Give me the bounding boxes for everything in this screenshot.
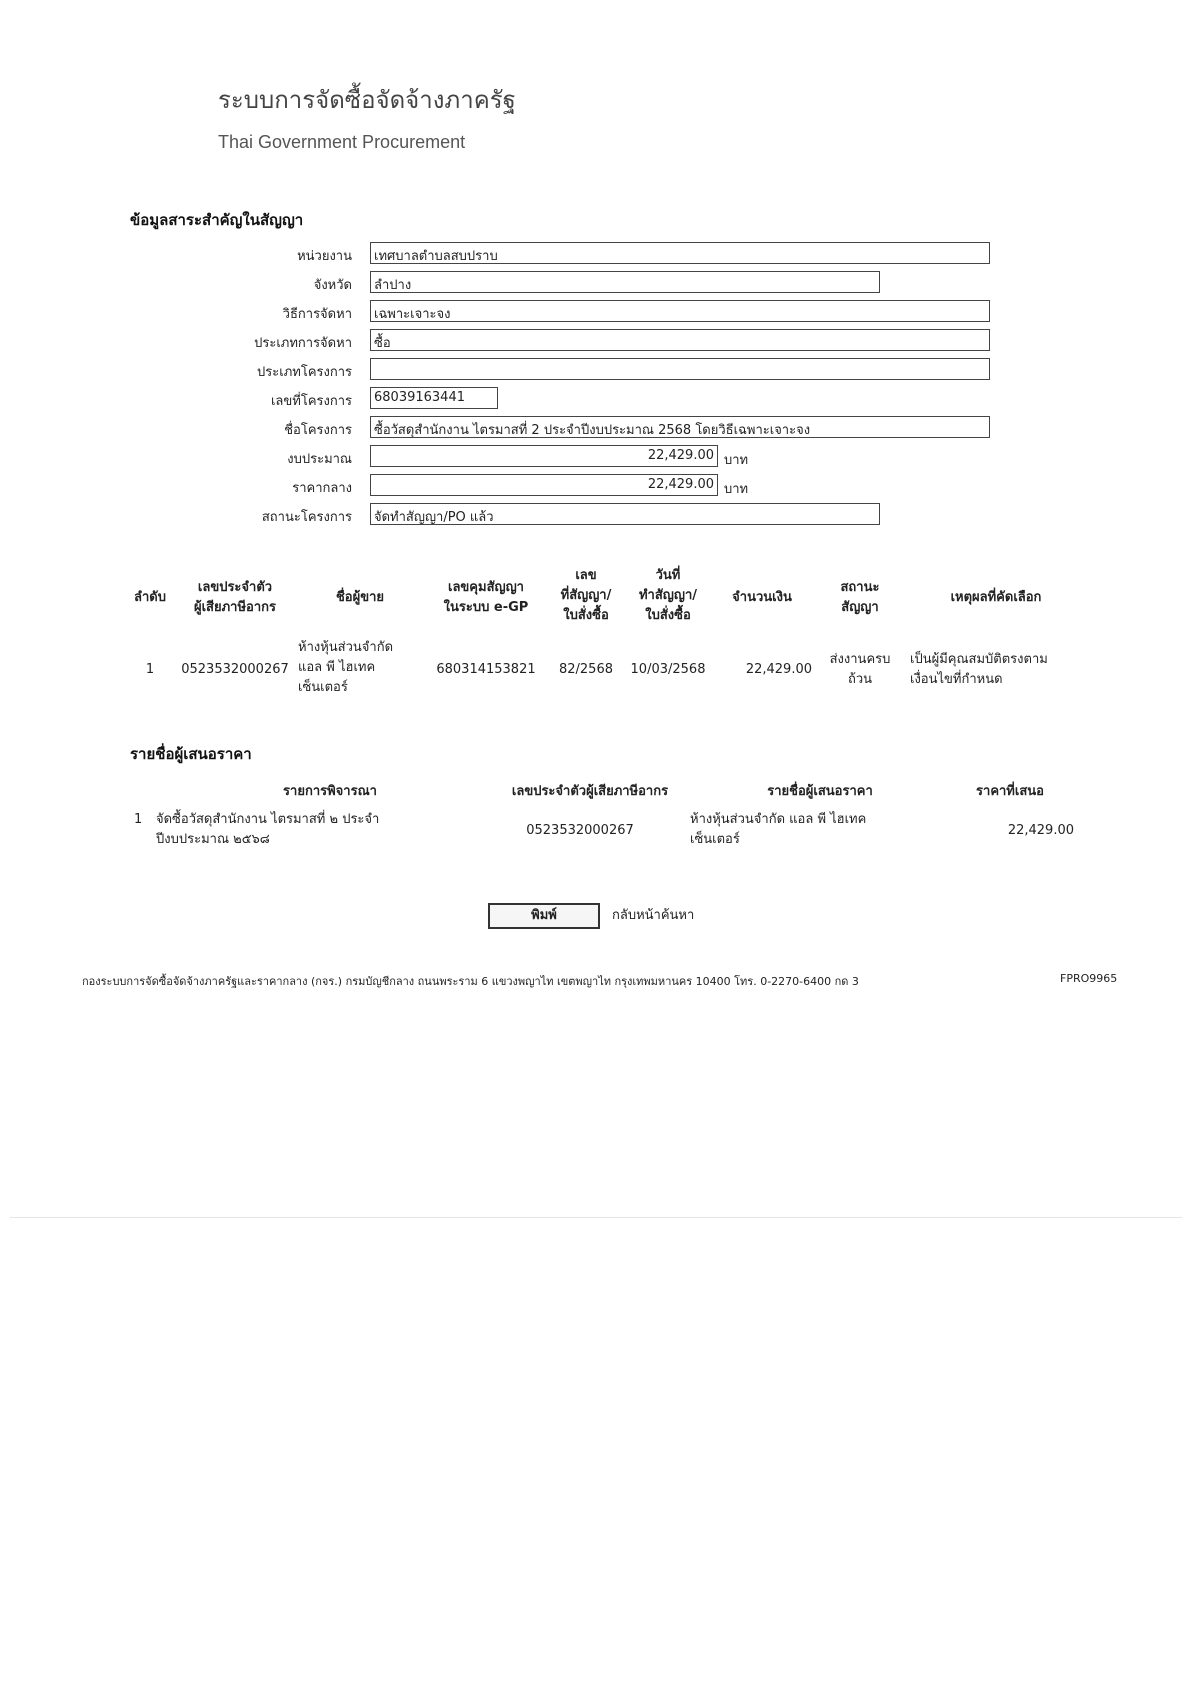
section-title-contract-info: ข้อมูลสาระสำคัญในสัญญา (130, 211, 304, 229)
col-header-egp: เลขคุมสัญญา ในระบบ e-GP (443, 580, 529, 615)
bidder-col-header-bidder: รายชื่อผู้เสนอราคา (767, 784, 873, 799)
median-price-field: 22,429.00 (370, 474, 718, 496)
project-type-field (370, 358, 990, 380)
procurement-type-field: ซื้อ (370, 329, 990, 351)
bidder-row-price: 22,429.00 (1007, 823, 1074, 838)
col-header-tax-id: เลขประจำตัว ผู้เสียภาษีอากร (193, 580, 276, 615)
province-field: ลำปาง (370, 271, 880, 293)
project-number-label: เลขที่โครงการ (270, 394, 352, 409)
row-no: 1 (145, 662, 155, 677)
col-header-no: ลำดับ (134, 590, 166, 605)
col-header-reason: เหตุผลที่คัดเลือก (950, 590, 1042, 605)
median-price-unit: บาท (724, 482, 749, 497)
bidder-row-tax-id: 0523532000267 (526, 823, 634, 838)
page-divider (10, 1217, 1182, 1218)
row-reason: เป็นผู้มีคุณสมบัติตรงตาม เงื่อนไขที่กำหนด (910, 652, 1048, 687)
print-button[interactable]: พิมพ์ (488, 903, 600, 929)
project-name-label: ชื่อโครงการ (284, 423, 352, 438)
row-amount: 22,429.00 (745, 662, 812, 677)
project-type-label: ประเภทโครงการ (257, 365, 352, 380)
back-to-search-link[interactable]: กลับหน้าค้นหา (612, 908, 695, 923)
procurement-type-label: ประเภทการจัดหา (254, 336, 352, 351)
col-header-amount: จำนวนเงิน (732, 590, 792, 605)
row-date: 10/03/2568 (630, 662, 706, 677)
bidder-row-item: จัดซื้อวัสดุสำนักงาน ไตรมาสที่ ๒ ประจำ ปีงบประมาณ ๒๕๖๘ (156, 812, 380, 847)
footer-address: กองระบบการจัดซื้อจัดจ้างภาครัฐและราคากลาง (กจร.) กรมบัญชีกลาง ถนนพระราม 6 แขวงพญาไท เขตพญาไท กรุงเทพมหานคร 10400 โทร. 0-2270-6400 กด 3 (82, 975, 859, 988)
median-price-label: ราคากลาง (292, 481, 352, 496)
bidder-row-name: ห้างหุ้นส่วนจำกัด แอล พี ไฮเทค เซ็นเตอร์ (690, 812, 867, 847)
agency-field: เทศบาลตำบลสบปราบ (370, 242, 990, 264)
row-seller: ห้างหุ้นส่วนจำกัด แอล พี ไฮเทค เซ็นเตอร์ (298, 640, 394, 695)
project-status-label: สถานะโครงการ (261, 510, 352, 525)
row-tax-id: 0523532000267 (181, 662, 289, 677)
method-label: วิธีการจัดหา (282, 307, 352, 322)
project-number-field: 68039163441 (370, 387, 498, 409)
row-contract-no: 82/2568 (558, 662, 613, 677)
col-header-status: สถานะ สัญญา (840, 580, 880, 615)
page-title-english: Thai Government Procurement (218, 132, 466, 152)
budget-label: งบประมาณ (287, 452, 352, 467)
agency-label: หน่วยงาน (297, 249, 352, 264)
row-status: ส่งงานครบ ถ้วน (829, 652, 891, 687)
bidder-col-header-tax-id: เลขประจำตัวผู้เสียภาษีอากร (511, 784, 669, 799)
col-header-contract-no: เลข ที่สัญญา/ ใบสั่งซื้อ (560, 568, 612, 623)
province-label: จังหวัด (313, 278, 352, 293)
budget-field: 22,429.00 (370, 445, 718, 467)
project-name-field: ซื้อวัสดุสำนักงาน ไตรมาสที่ 2 ประจำปีงบประมาณ 2568 โดยวิธีเฉพาะเจาะจง (370, 416, 990, 438)
col-header-seller: ชื่อผู้ขาย (335, 590, 385, 605)
section-title-bidders: รายชื่อผู้เสนอราคา (130, 745, 252, 763)
page-title-thai: ระบบการจัดซื้อจัดจ้างภาครัฐ (218, 86, 516, 114)
bidder-row-no: 1 (134, 812, 143, 827)
row-egp: 680314153821 (436, 662, 536, 677)
bidder-col-header-price: ราคาที่เสนอ (976, 784, 1044, 799)
col-header-date: วันที่ ทำสัญญา/ ใบสั่งซื้อ (638, 568, 697, 623)
method-field: เฉพาะเจาะจง (370, 300, 990, 322)
bidder-col-header-item: รายการพิจารณา (283, 784, 377, 799)
footer-code: FPRO9965 (1060, 972, 1118, 985)
budget-unit: บาท (724, 453, 749, 468)
project-status-field: จัดทำสัญญา/PO แล้ว (370, 503, 880, 525)
